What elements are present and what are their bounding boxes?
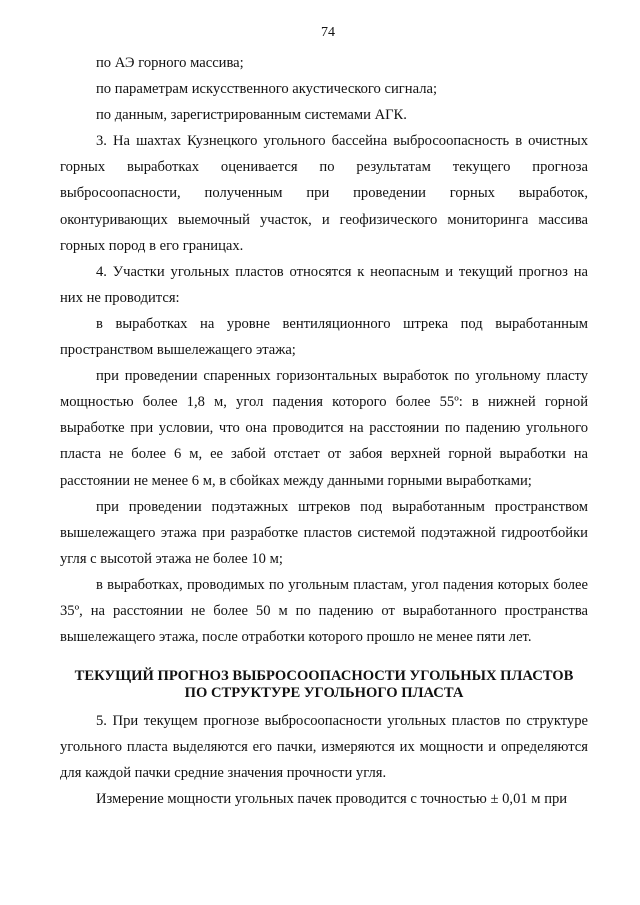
page-number: 74 — [321, 25, 335, 40]
paragraph: 4. Участки угольных пластов относятся к неопасным и текущий прогноз на них не проводится: — [60, 263, 588, 306]
paragraph: 3. На шахтах Кузнецкого угольного бассейна выбросоопасность в очистных горных выработках оценивается по результатам текущего прогноза выбросоопасности, полученным при проведении горных выработок, оконтуривающих выемочный участок, и геофизического мониторинга массива горных пород в его границах. — [60, 133, 588, 254]
paragraph: при проведении подэтажных штреков под выработанным пространством вышележащего этажа при разработке пластов системой подэтажной гидроотбойки угля с высотой этажа не более 10 м; — [60, 498, 588, 567]
section-heading — [60, 668, 588, 702]
section-heading-line: ТЕКУЩИЙ ПРОГНОЗ ВЫБРОСООПАСНОСТИ УГОЛЬНЫХ ПЛАСТОВ — [74, 668, 574, 685]
paragraph: Измерение мощности угольных пачек проводится с точностью ± 0,01 м при — [96, 791, 568, 808]
paragraph: в выработках на уровне вентиляционного штрека под выработанным пространством вышележащего этажа; — [60, 315, 588, 359]
paragraph: 5. При текущем прогнозе выбросоопасности угольных пластов по структуре угольного пласта выделяются его пачки, измеряются их мощности и определяются для каждой пачки средние значения прочности угля. — [60, 713, 588, 782]
paragraph: по данным, зарегистрированным системами АГК. — [96, 107, 407, 124]
paragraph: по АЭ горного массива; — [96, 55, 244, 71]
paragraph: по параметрам искусственного акустического сигнала; — [96, 81, 438, 98]
paragraph: при проведении спаренных горизонтальных выработок по угольному пласту мощностью более 1,8 м, угол падения которого более 55º: в нижней горной выработке при условии, что она проводится на расстоянии по падению угольного пласта не более 6 м, ее забой отстает от забоя верхней горной выработки на расстоянии не менее 6 м, в сбойках между данными горными выработками; — [60, 368, 588, 489]
section-heading-line: ПО СТРУКТУРЕ УГОЛЬНОГО ПЛАСТА — [184, 685, 464, 702]
document-body — [60, 50, 588, 813]
paragraph: в выработках, проводимых по угольным пластам, угол падения которых более 35º, на расстоянии не более 50 м по падению от выработанного пространства вышележащего этажа, после отработки которого прошло не менее пяти лет. — [60, 576, 588, 646]
